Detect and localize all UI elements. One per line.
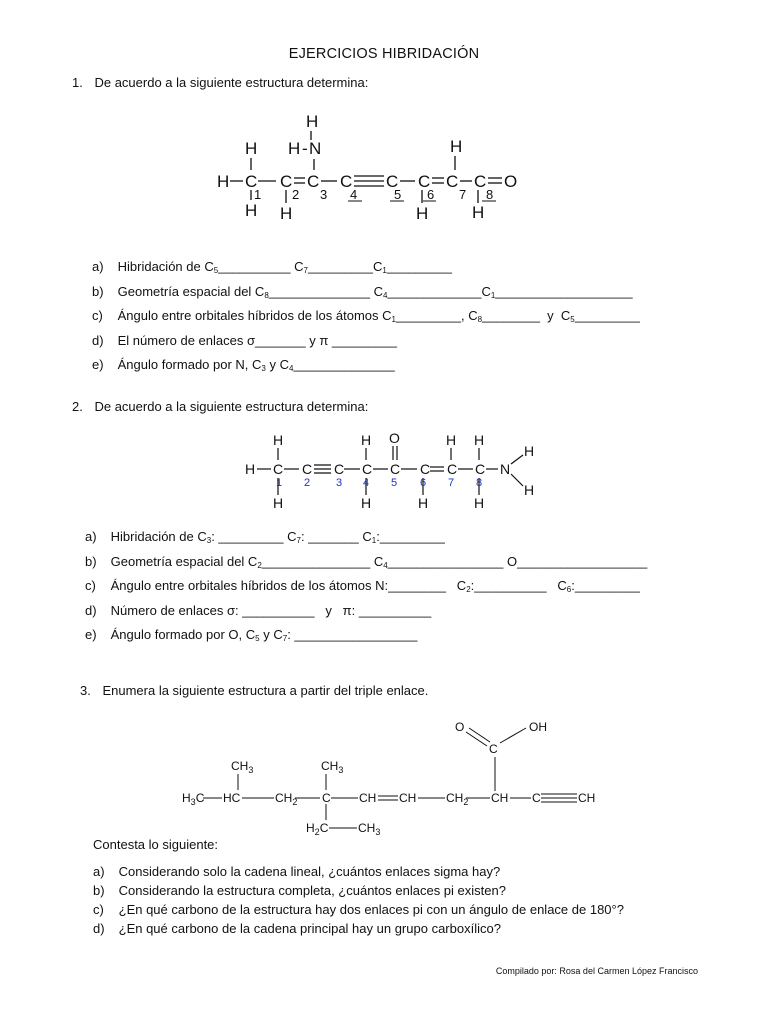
svg-text:C: C — [340, 172, 353, 191]
svg-text:CH3: $CH_3$ — [321, 759, 344, 775]
svg-text:C: C — [302, 461, 313, 477]
svg-text:H: H — [474, 495, 485, 511]
svg-text:1: 1 — [276, 477, 283, 489]
svg-text:C: C — [245, 172, 258, 191]
svg-text:C: C — [280, 172, 293, 191]
svg-text:H: H — [273, 432, 284, 448]
q2-item-e-text: Ángulo formado por O, $C_5$ y $C_7$: _________________ — [110, 627, 418, 643]
svg-text:-: - — [302, 139, 308, 158]
svg-text:H: H — [280, 204, 293, 223]
footer-credit: Compilado por: Rosa del Carmen López Francisco — [495, 966, 698, 976]
svg-text:3: 3 — [336, 477, 343, 489]
svg-text:3: 3 — [320, 187, 328, 202]
q1-structure — [210, 108, 530, 228]
svg-text:6: 6 — [420, 477, 427, 489]
svg-text:1: 1 — [254, 187, 262, 202]
q2-item-d: d) Número de enlaces σ: __________ y π: __________ — [85, 602, 432, 618]
q3-item-a: a) Considerando solo la cadena lineal, ¿cuántos enlaces sigma hay? — [93, 864, 501, 879]
q2-number: 2. — [72, 399, 83, 414]
q2-structure — [240, 428, 550, 516]
q3-heading — [80, 683, 428, 698]
svg-text:8: 8 — [476, 477, 483, 489]
svg-text:CH: CH — [578, 791, 596, 805]
q1-item-d-text: El número de enlaces σ_______ y π _________ — [117, 332, 397, 348]
svg-text:H: H — [288, 139, 301, 158]
q1-item-d: d) El número de enlaces σ_______ y π _________ — [92, 332, 397, 348]
svg-text:6: 6 — [427, 187, 435, 202]
svg-text:C: C — [532, 791, 541, 805]
svg-text:C: C — [447, 461, 458, 477]
svg-text:CH: CH — [399, 791, 417, 805]
svg-text:H: H — [524, 443, 535, 459]
svg-text:H: H — [245, 461, 256, 477]
svg-text:O: O — [389, 430, 400, 446]
svg-text:5: 5 — [394, 187, 402, 202]
svg-text:N: N — [309, 139, 322, 158]
svg-text:H: H — [361, 432, 372, 448]
q3-item-c: c) ¿En qué carbono de la estructura hay dos enlaces pi con un ángulo de enlace de 180°? — [93, 902, 624, 917]
svg-text:C: C — [474, 172, 487, 191]
q3-text: Enumera la siguiente estructura a partir del triple enlace. — [102, 683, 429, 698]
q3-answer-intro: Contesta lo siguiente: — [93, 837, 219, 852]
svg-text:C: C — [334, 461, 345, 477]
svg-text:H: H — [446, 432, 457, 448]
q1-item-a-text: Hibridación de $C_5\_\_\_\_\_\_\_\_\_\_$ $C_7\_\_\_\_\_\_\_\_\_C_1\_\_\_\_\_\_\_\_\_$ — [117, 259, 452, 275]
q1-item-b: b) Geometría espacial del $C_8\_\_\_\_\_\_\_\_\_\_\_\_\_\_$ $C_4\_\_\_\_\_\_\_\_\_\_\_\_\_C_1\_\_\_\_\_\_\_\_\_\_\_\_\_\_\_\_\_\_\_$ — [92, 283, 633, 300]
q3-item-c-text: ¿En qué carbono de la estructura hay dos enlaces pi con un ángulo de enlace de 180°? — [118, 902, 624, 917]
svg-text:CH: CH — [491, 791, 509, 805]
svg-text:H: H — [472, 203, 485, 222]
svg-text:C: C — [362, 461, 373, 477]
page-title: EJERCICIOS HIBRIDACIÓN — [288, 46, 480, 62]
svg-text:7: 7 — [459, 187, 467, 202]
q1-number: 1. — [72, 75, 83, 90]
svg-text:H: H — [245, 201, 258, 220]
q1-items — [92, 259, 640, 382]
q1-item-a: a) Hibridación de $C_5\_\_\_\_\_\_\_\_\_\_$ $C_7\_\_\_\_\_\_\_\_\_C_1\_\_\_\_\_\_\_\_\_$ — [92, 259, 452, 275]
svg-text:H: H — [273, 495, 284, 511]
q1-heading — [72, 75, 368, 90]
svg-text:4: 4 — [363, 477, 370, 489]
q3-number: 3. — [80, 683, 91, 698]
svg-text:HC: HC — [223, 791, 241, 805]
svg-text:C: C — [273, 461, 284, 477]
svg-text:H: H — [416, 204, 429, 223]
svg-text:CH3: $CH_3$ — [231, 759, 254, 775]
q2-items — [85, 529, 647, 652]
svg-text:H2C: $H_2C$ — [306, 821, 329, 837]
svg-text:H: H — [217, 172, 230, 191]
q3-item-d-text: ¿En qué carbono de la cadena principal hay un grupo carboxílico? — [118, 921, 501, 936]
svg-text:C: C — [390, 461, 401, 477]
q1-text: De acuerdo a la siguiente estructura determina: — [94, 75, 369, 90]
q3-structure — [176, 712, 606, 842]
svg-text:H: H — [418, 495, 429, 511]
q3-items — [93, 864, 624, 940]
q3-item-b: b) Considerando la estructura completa, ¿cuántos enlaces pi existen? — [93, 883, 506, 898]
q1-item-e: e) Ángulo formado por N, $C_3$ y $C_4\_\_\_\_\_\_\_\_\_\_\_\_\_\_$ — [92, 357, 395, 373]
svg-text:H: H — [306, 112, 319, 131]
svg-text:N: N — [500, 461, 511, 477]
svg-text:8: 8 — [486, 187, 494, 202]
q3-item-d: d) ¿En qué carbono de la cadena principal hay un grupo carboxílico? — [93, 921, 501, 936]
svg-text:CH: CH — [359, 791, 377, 805]
q2-item-c-text: Ángulo entre orbitales híbridos de los átomos N:________ $C_2:\_\_\_\_\_\_\_\_\_\_$ $C_6:\_\_\_\_\_\_\_\_\_$ — [110, 578, 640, 594]
q2-item-a: a) Hibridación de $C_3$: _________ $C_7$: _______ $C_1:\_\_\_\_\_\_\_\_\_$ — [85, 529, 445, 545]
svg-text:C: C — [418, 172, 431, 191]
q2-heading — [72, 399, 368, 414]
q1-item-e-text: Ángulo formado por N, $C_3$ y $C_4\_\_\_\_\_\_\_\_\_\_\_\_\_\_$ — [117, 357, 395, 373]
svg-text:OH: OH — [529, 720, 547, 734]
q2-item-b-text: Geometría espacial del $C_2\_\_\_\_\_\_\_\_\_\_\_\_\_\_\_$ $C_4\_\_\_\_\_\_\_\_\_\_\_\_\_\_\_\_$ O__________________ — [110, 553, 648, 570]
q2-item-a-text: Hibridación de $C_3$: _________ $C_7$: _______ $C_1:\_\_\_\_\_\_\_\_\_$ — [110, 529, 445, 545]
svg-text:H: H — [524, 482, 535, 498]
q2-item-d-text: Número de enlaces σ: __________ y π: __________ — [110, 602, 432, 618]
q3-item-b-text: Considerando la estructura completa, ¿cuántos enlaces pi existen? — [118, 883, 506, 898]
q3-item-a-text: Considerando solo la cadena lineal, ¿cuántos enlaces sigma hay? — [118, 864, 501, 879]
svg-text:H3C: $H_3C$ — [182, 791, 205, 807]
svg-text:H: H — [474, 432, 485, 448]
svg-text:7: 7 — [448, 477, 455, 489]
svg-text:C: C — [386, 172, 399, 191]
svg-text:5: 5 — [391, 477, 398, 489]
svg-text:4: 4 — [350, 187, 358, 202]
svg-text:2: 2 — [304, 477, 311, 489]
svg-text:O: O — [504, 172, 518, 191]
q2-item-e: e) Ángulo formado por O, $C_5$ y $C_7$: _________________ — [85, 627, 418, 643]
svg-text:C: C — [307, 172, 320, 191]
svg-text:CH2: $CH_2$ — [446, 791, 469, 807]
svg-text:C: C — [446, 172, 459, 191]
q1-item-b-text: Geometría espacial del $C_8\_\_\_\_\_\_\_\_\_\_\_\_\_\_$ $C_4\_\_\_\_\_\_\_\_\_\_\_\_\_C_1\_\_\_\_\_\_\_\_\_\_\_\_\_\_\_\_\_\_\_$ — [117, 283, 633, 300]
svg-text:O: O — [455, 720, 465, 734]
svg-text:H: H — [450, 137, 463, 156]
svg-text:C: C — [475, 461, 486, 477]
svg-text:CH3: $CH_3$ — [358, 821, 381, 837]
q1-item-c-text: Ángulo entre orbitales híbridos de los átomos $C_1\_\_\_\_\_\_\_\_\_$, $C_8\_\_\_\_\_\_\_\_$ y $C_5\_\_\_\_\_\_\_\_\_$ — [117, 308, 640, 324]
svg-text:H: H — [245, 139, 258, 158]
svg-text:C: C — [489, 742, 498, 756]
svg-text:H: H — [361, 495, 372, 511]
q2-item-b: b) Geometría espacial del $C_2\_\_\_\_\_\_\_\_\_\_\_\_\_\_\_$ $C_4\_\_\_\_\_\_\_\_\_\_\_\_\_\_\_\_$ O__________________ — [85, 553, 648, 570]
svg-text:C: C — [322, 791, 331, 805]
svg-text:C: C — [420, 461, 431, 477]
q2-text: De acuerdo a la siguiente estructura determina: — [94, 399, 369, 414]
q1-item-c: c) Ángulo entre orbitales híbridos de los átomos $C_1\_\_\_\_\_\_\_\_\_$, $C_8\_\_\_\_\_\_\_\_$ y $C_5\_\_\_\_\_\_\_\_\_$ — [92, 308, 640, 324]
svg-text:CH2: $CH_2$ — [275, 791, 298, 807]
q2-item-c: c) Ángulo entre orbitales híbridos de los átomos N:________ $C_2:\_\_\_\_\_\_\_\_\_\_$ $C_6:\_\_\_\_\_\_\_\_\_$ — [85, 578, 640, 594]
svg-text:2: 2 — [292, 187, 300, 202]
